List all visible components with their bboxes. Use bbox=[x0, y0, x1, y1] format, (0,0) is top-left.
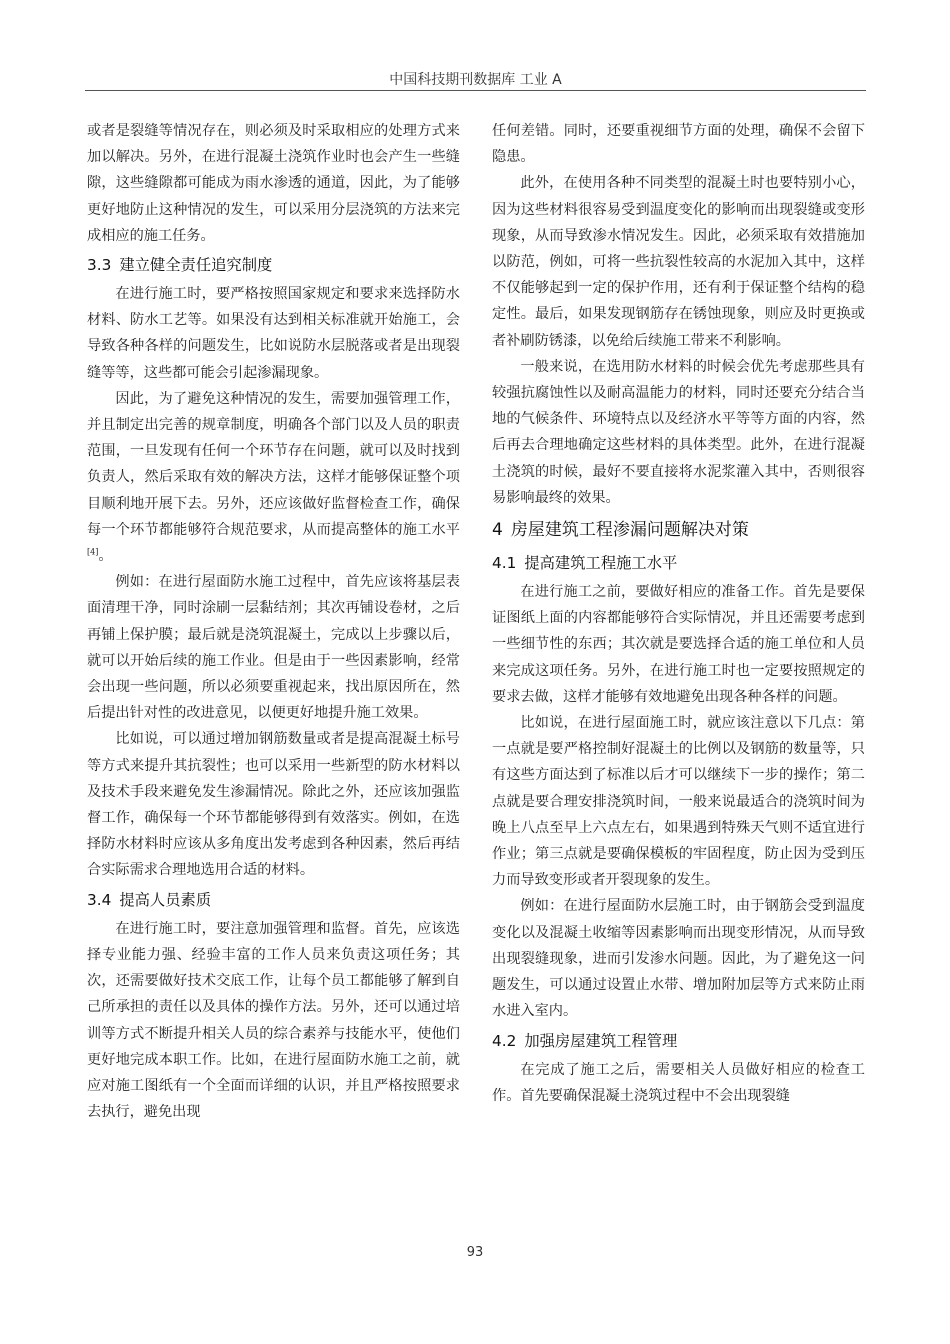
section-heading-3-4 bbox=[87, 884, 460, 916]
section-heading-3-3 bbox=[87, 249, 460, 281]
paragraph: 例如：在进行屋面防水层施工时，由于钢筋会受到温度变化以及混凝土收缩等因素影响而出现变形情况，从而导致出现裂缝现象，进而引发渗水问题。因此，为了避免这一问题发生，可以通过设置止水带、增加附加层等方式来防止雨水进入室内。 bbox=[492, 898, 865, 1020]
section-number: 4.2 bbox=[492, 1031, 517, 1050]
section-number: 3.3 bbox=[87, 256, 112, 275]
paragraph: 或者是裂缝等情况存在，则必须及时采取相应的处理方式来加以解决。另外，在进行混凝土浇筑作业时也会产生一些缝隙，这些缝隙都可能成为雨水渗透的通道，因此，为了能够更好地防止这种情况的发生，可以采用分层浇筑的方法来完成相应的施工任务。 bbox=[87, 123, 460, 244]
header-rule bbox=[85, 90, 866, 91]
section-title: 房屋建筑工程渗漏问题解决对策 bbox=[510, 520, 749, 541]
section-title: 提高建筑工程施工水平 bbox=[524, 554, 678, 573]
running-header: 中国科技期刊数据库 工业 A bbox=[389, 72, 562, 88]
paragraph: 一般来说，在选用防水材料的时候会优先考虑那些具有较强抗腐蚀性以及耐高温能力的材料，同时还要充分结合当地的气候条件、环境特点以及经济水平等等方面的内容，然后再去合理地确定这些材料的具体类型。此外，在进行混凝土浇筑的时候，最好不要直接将水泥浆灌入其中，否则很容易影响最终的效果。 bbox=[492, 358, 865, 506]
paragraph: 例如：在进行屋面防水施工过程中，首先应该将基层表面清理干净，同时涂刷一层黏结剂；其次再铺设卷材，之后再铺上保护膜；最后就是浇筑混凝土，完成以上步骤以后，就可以开始后续的施工作业。但是由于一些因素影响，经常会出现一些问题，所以必须要重视起来，找出原因所在，然后提出针对性的改进意见，以便更好地提升施工效果。 bbox=[87, 574, 460, 722]
citation-ref: [4] bbox=[87, 547, 99, 557]
paragraph-with-citation bbox=[87, 386, 460, 569]
paragraph: 任何差错。同时，还要重视细节方面的处理，确保不会留下隐患。 bbox=[492, 123, 865, 166]
section-heading-4 bbox=[492, 513, 865, 547]
paragraph: 在进行施工时，要严格按照国家规定和要求来选择防水材料、防水工艺等。如果没有达到相关标准就开始施工，会导致各种各样的问题发生，比如说防水层脱落或者是出现裂缝等等，这些都可能会引起渗漏现象。 bbox=[87, 286, 460, 381]
section-title: 提高人员素质 bbox=[119, 890, 212, 909]
section-number: 4 bbox=[492, 520, 503, 541]
right-column bbox=[492, 118, 865, 1109]
section-heading-4-2 bbox=[492, 1025, 865, 1057]
paragraph-end: 。 bbox=[98, 548, 113, 565]
section-title: 建立健全责任追究制度 bbox=[119, 256, 273, 275]
paragraph: 此外，在使用各种不同类型的混凝土时也要特别小心，因为这些材料很容易受到温度变化的影响而出现裂缝或变形现象，从而导致渗水情况发生。因此，必须采取有效措施加以防范，例如，可将一些抗裂性较高的水泥加入其中，这样不仅能够起到一定的保护作用，还有利于保证整个结构的稳定性。最后，如果发现钢筋存在锈蚀现象，则应及时更换或者补刷防锈漆，以免给后续施工带来不利影响。 bbox=[492, 175, 865, 349]
section-heading-4-1 bbox=[492, 547, 865, 579]
paragraph: 在进行施工之前，要做好相应的准备工作。首先是要保证图纸上面的内容都能够符合实际情况，并且还需要考虑到一些细节性的东西；其次就是要选择合适的施工单位和人员来完成这项任务。另外，在进行施工时也一定要按照规定的要求去做，这样才能够有效地避免出现各种各样的问题。 bbox=[492, 584, 865, 705]
section-title: 加强房屋建筑工程管理 bbox=[524, 1031, 678, 1050]
page-number: 93 bbox=[466, 1245, 484, 1260]
paragraph: 在完成了施工之后，需要相关人员做好相应的检查工作。首先要确保混凝土浇筑过程中不会出现裂缝 bbox=[492, 1061, 865, 1104]
paragraph: 比如说，在进行屋面施工时，就应该注意以下几点：第一点就是要严格控制好混凝土的比例以及钢筋的数量等，只有这些方面达到了标准以后才可以继续下一步的操作；第二点就是要合理安排浇筑时间，一般来说最适合的浇筑时间为晚上八点至早上六点左右，如果遇到特殊天气则不适宜进行作业；第三点就是要确保模板的牢固程度，防止因为受到压力而导致变形或者开裂现象的发生。 bbox=[492, 715, 865, 889]
paragraph-text: 因此，为了避免这种情况的发生，需要加强管理工作，并且制定出完善的规章制度，明确各个部门以及人员的职责范围，一旦发现有任何一个环节存在问题，就可以及时找到负责人，然后采取有效的解决方法，这样才能够保证整个项目顺利地开展下去。另外，还应该做好监督检查工作，确保每一个环节都能够符合规范要求，从而提高整体的施工水平 bbox=[87, 390, 460, 538]
left-column bbox=[87, 118, 460, 1125]
paragraph: 比如说，可以通过增加钢筋数量或者是提高混凝土标号等方式来提升其抗裂性；也可以采用一些新型的防水材料以及技术手段来避免发生渗漏情况。除此之外，还应该加强监督工作，确保每一个环节都能够得到有效落实。例如，在选择防水材料时应该从多角度出发考虑到各种因素，然后再结合实际需求合理地选用合适的材料。 bbox=[87, 731, 460, 879]
paragraph: 在进行施工时，要注意加强管理和监督。首先，应该选择专业能力强、经验丰富的工作人员来负责这项任务；其次，还需要做好技术交底工作，让每个员工都能够了解到自己所承担的责任以及具体的操作方法。另外，还可以通过培训等方式不断提升相关人员的综合素养与技能水平，使他们更好地完成本职工作。比如，在进行屋面防水施工之前，就应对施工图纸有一个全面而详细的认识，并且严格按照要求去执行，避免出现 bbox=[87, 920, 460, 1121]
section-number: 3.4 bbox=[87, 890, 112, 909]
section-number: 4.1 bbox=[492, 554, 517, 573]
